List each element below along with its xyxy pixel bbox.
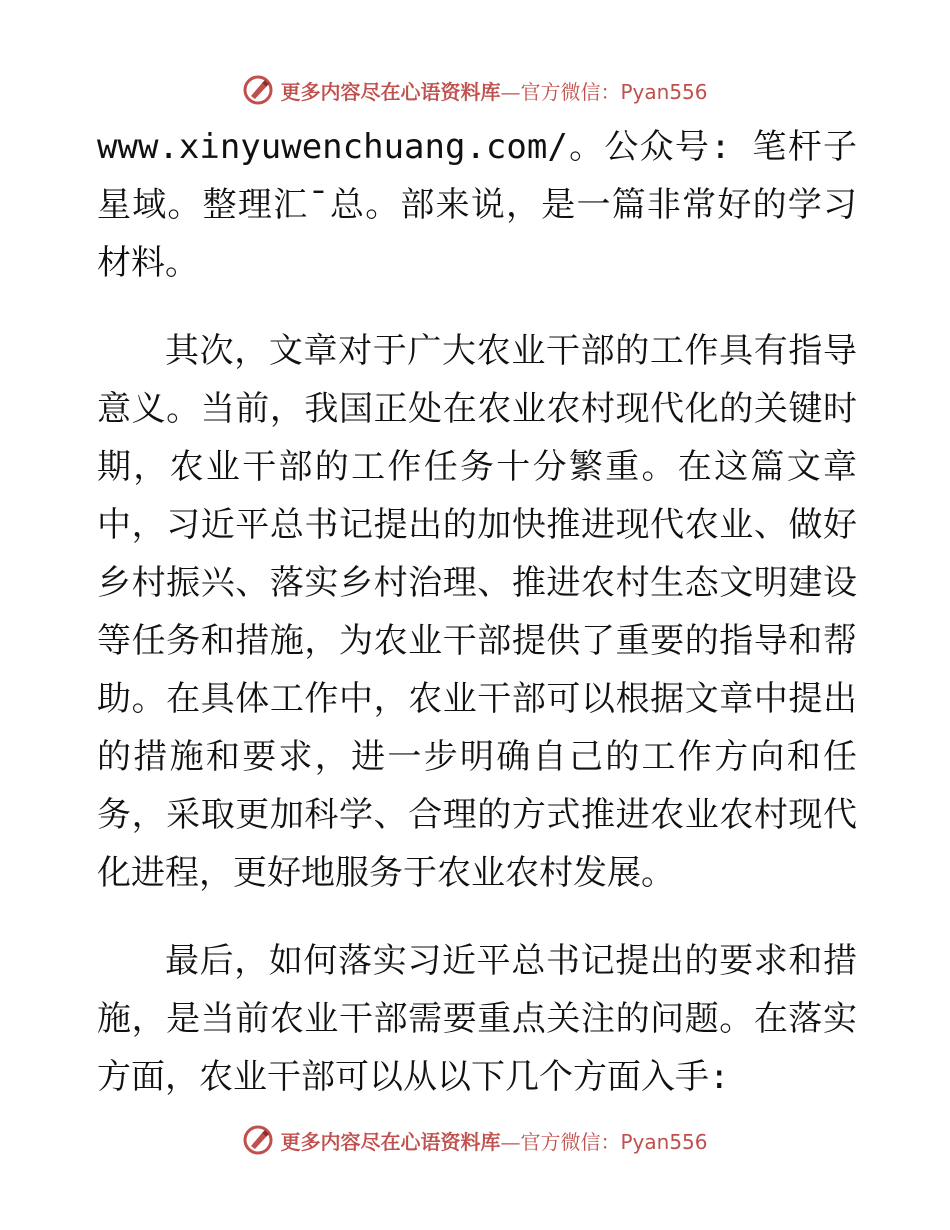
- footer-suffix: 官方微信：: [520, 1129, 621, 1154]
- paragraph-3: 最后，如何落实习近平总书记提出的要求和措施，是当前农业干部需要重点关注的问题。在落实方面，农业干部可以从以下几个方面入手:: [97, 941, 857, 1097]
- header-text: [280, 76, 707, 105]
- footer-watermark: [0, 1120, 950, 1160]
- footer-dash: —: [500, 1129, 521, 1154]
- pen-logo-icon: [242, 74, 274, 106]
- document-body: [97, 118, 857, 1106]
- header-id: Pyan556: [620, 79, 708, 104]
- header-watermark: [0, 70, 950, 110]
- paragraph-1: www.xinyuwenchuang.com/。公众号: 笔杆子星域。整理汇¯总。部来说，是一篇非常好的学习材料。: [97, 127, 857, 283]
- pen-logo-icon: [242, 1124, 274, 1156]
- header-dash: —: [500, 79, 521, 104]
- footer-main: 更多内容尽在心语资料库: [280, 1129, 501, 1154]
- footer-id: Pyan556: [620, 1129, 708, 1154]
- header-main: 更多内容尽在心语资料库: [280, 79, 501, 104]
- header-suffix: 官方微信：: [520, 79, 621, 104]
- footer-text: [280, 1126, 707, 1155]
- paragraph-2: 其次，文章对于广大农业干部的工作具有指导意义。当前，我国正处在农业农村现代化的关键时期，农业干部的工作任务十分繁重。在这篇文章中，习近平总书记提出的加快推进现代农业、做好乡村振兴、落实乡村治理、推进农村生态文明建设等任务和措施，为农业干部提供了重要的指导和帮助。在具体工作中，农业干部可以根据文章中提出的措施和要求，进一步明确自己的工作方向和任务，采取更加科学、合理的方式推进农业农村现代化进程，更好地服务于农业农村发展。: [97, 331, 857, 893]
